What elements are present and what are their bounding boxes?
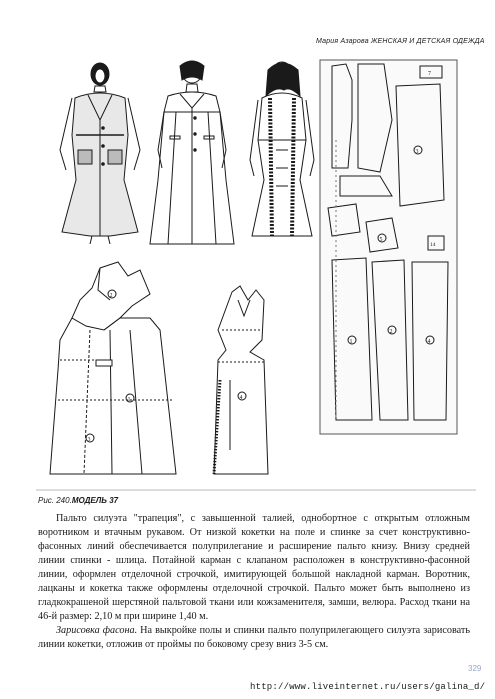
paragraph-sketch-lead: Зарисовка фасона. [56, 625, 138, 636]
svg-text:2: 2 [109, 293, 113, 299]
caption-model: МОДЕЛЬ 37 [71, 496, 119, 505]
caption-prefix: Рис. 240. [38, 496, 72, 505]
paragraph-sketch [38, 624, 470, 652]
coat-sketch-fur-trim [250, 62, 314, 236]
svg-text:4: 4 [427, 339, 431, 345]
svg-text:5: 5 [379, 237, 383, 243]
svg-text:3: 3 [87, 437, 91, 443]
svg-text:1: 1 [127, 397, 131, 403]
svg-text:14: 14 [430, 242, 436, 248]
running-header: Мария Азарова ЖЕНСКАЯ И ДЕТСКАЯ ОДЕЖДА [316, 38, 485, 45]
pattern-side-panel [214, 286, 268, 474]
paragraph-description: Пальто силуэта "трапеция", с завышенной талией, однобортное с открытым отложным воротником и втачным рукавом. От низкой кокетки на поле и спинке за счет конструктивно-фасонных линий обеспечивается полуприлегание и расширение пальто книзу. Внизу средней линии спинки - шлица. Потайной карман с клапаном расположен в конструктивно-фасонной линии, оформлен отделочной строчкой, имитирующей большой накладной карман. Воротник, лацканы и кокетка также оформлены отделочной строчкой. Пальто может быть выполнено из гладкокрашеной шерстяной пальтовой ткани или кожзаменителя, замши, велюра. Расход ткани на 46-й размер: 2,10 м при ширине 1,40 м. [38, 513, 470, 622]
svg-text:4: 4 [239, 395, 243, 401]
footer-link[interactable]: http://www.liveinternet.ru/users/galina_d/ [250, 682, 486, 692]
page-number: 329 [468, 664, 482, 673]
paragraph-sketch-text: На выкройке полы и спинки пальто полуприлегающего силуэта зарисовать линии кокетки, отложив от проймы по боковому срезу вниз 3-5 см. [38, 625, 470, 650]
coat-sketch-front [60, 63, 140, 244]
figure-caption [38, 496, 118, 505]
coat-sketch-trapeze [150, 61, 234, 244]
svg-text:3: 3 [415, 149, 419, 155]
pattern-front-back [50, 262, 176, 474]
pattern-layout-board [320, 60, 457, 434]
svg-text:7: 7 [428, 71, 431, 77]
body-text [38, 512, 470, 652]
svg-text:1: 1 [349, 339, 353, 345]
svg-text:2: 2 [389, 329, 393, 335]
